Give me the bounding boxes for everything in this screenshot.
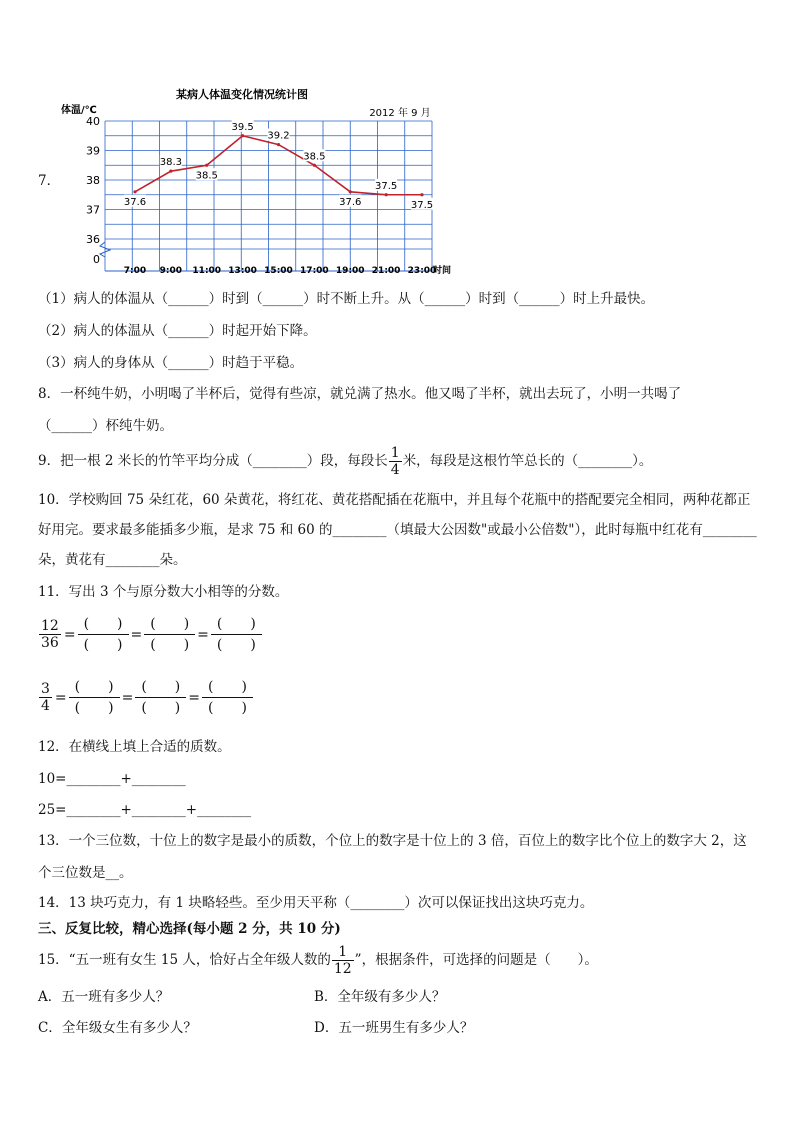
equals-sign: = (197, 626, 209, 643)
y-tick-label: 37 (86, 203, 100, 217)
question-7-sub-2: （2）病人的体温从（______）时起开始下降。 (38, 323, 317, 339)
chart-y-ticks (86, 115, 100, 266)
question-7-sub-3: （3）病人的身体从（______）时趋于平稳。 (38, 355, 304, 371)
question-10-line-3: 朵，黄花有________朵。 (38, 552, 187, 568)
question-11-prompt: 11．写出 3 个与原分数大小相等的分数。 (38, 584, 289, 600)
data-point (277, 143, 280, 146)
blank-fraction (202, 677, 253, 718)
chart-x-ticks (124, 266, 437, 276)
blank-numerator: ( ) (141, 679, 181, 695)
option-d: D．五一班男生有多少人？ (314, 1020, 474, 1036)
option-c: C．全年级女生有多少人？ (38, 1020, 197, 1036)
question-13-line-1: 13．一个三位数，十位上的数字是最小的质数，个位上的数字是十位上的 3 倍，百位上的数字比个位上的数字大 2，这 (38, 833, 747, 849)
fraction-numerator: 1 (390, 445, 400, 461)
blank-fraction (144, 614, 195, 655)
question-10-line-2: 好用完。要求最多能插多少瓶，是求 75 和 60 的________（填最大公因数"或最小公倍数"），此时每瓶中红花有________ (38, 522, 757, 538)
data-point (349, 190, 352, 193)
x-tick-label: 21:00 (371, 266, 401, 276)
blank-denominator: ( ) (135, 697, 186, 718)
fraction-numerator: 12 (41, 618, 59, 634)
option-a: A．五一班有多少人？ (38, 989, 170, 1005)
question-9-after: 米，每段是这根竹竿总长的（________）。 (402, 453, 653, 469)
blank-numerator: ( ) (74, 679, 114, 695)
fraction-one-quarter (389, 445, 402, 478)
data-point (205, 164, 208, 167)
data-label: 39.2 (267, 130, 290, 142)
data-point (133, 190, 136, 193)
y-tick-label: 38 (86, 174, 100, 187)
equals-sign: = (63, 626, 76, 643)
question-15-after: ”，根据条件，可选择的问题是（ ）。 (354, 952, 598, 968)
question-12-line-1: 10=________+________ (38, 771, 186, 787)
option-b: B．全年级有多少人？ (314, 989, 446, 1005)
x-tick-label: 11:00 (192, 266, 222, 276)
chart-xlabel: 时间 (433, 266, 452, 276)
question-12-line-2: 25=________+________+________ (38, 802, 252, 818)
blank-denominator: ( ) (78, 634, 129, 655)
fraction-equation-row-1 (38, 614, 262, 655)
data-label: 37.5 (410, 199, 434, 211)
equals-sign: = (54, 689, 67, 706)
data-point (313, 164, 316, 167)
blank-denominator: ( ) (144, 634, 195, 655)
fraction-equation-row-2 (38, 677, 253, 718)
question-12-prompt: 12．在横线上填上合适的质数。 (38, 739, 231, 755)
y-tick-label: 36 (86, 233, 100, 246)
fraction-numerator: 1 (338, 944, 348, 960)
question-10-line-1: 10．学校购回 75 朵红花，60 朵黄花，将红花、黄花搭配插在花瓶中，并且每个花瓶中的搭配要完全相同，两种花都正 (38, 492, 751, 508)
blank-numerator: ( ) (83, 616, 123, 632)
x-tick-label: 13:00 (228, 266, 257, 276)
question-7-number: 7． (38, 173, 61, 189)
chart-ylabel: 体温/℃ (61, 105, 97, 116)
data-point (385, 193, 388, 196)
x-tick-label: 7:00 (123, 266, 147, 276)
data-label: 37.6 (339, 196, 362, 208)
data-point (169, 170, 172, 173)
temperature-line-chart (58, 84, 458, 284)
y-tick-label: 40 (86, 115, 100, 128)
question-13-line-2: 个三位数是__。 (38, 865, 133, 881)
blank-numerator: ( ) (216, 616, 256, 632)
fraction-denominator: 36 (41, 635, 59, 651)
data-label: 38.3 (159, 157, 183, 169)
question-9-before: 9．把一根 2 米长的竹竿平均分成（________）段，每段长 (38, 453, 388, 469)
chart-subtitle: 2012 年 9 月 (369, 108, 431, 119)
blank-numerator: ( ) (150, 616, 190, 632)
blank-denominator: ( ) (211, 634, 262, 655)
question-15-before: 15．“五一班有女生 15 人，恰好占全年级人数的 (38, 952, 331, 968)
x-tick-label: 9:00 (159, 266, 183, 276)
fraction-3-4 (39, 681, 52, 714)
blank-fraction (78, 614, 129, 655)
fraction-12-36 (39, 618, 61, 651)
blank-fraction (211, 614, 262, 655)
question-15 (38, 941, 598, 979)
question-7-sub-1: （1）病人的体温从（______）时到（______）时不断上升。从（______）时到（______）时上升最快。 (38, 291, 655, 307)
data-label: 38.5 (303, 151, 326, 163)
data-label: 37.5 (374, 180, 398, 192)
fraction-denominator: 4 (390, 462, 400, 478)
data-point (241, 134, 244, 137)
blank-fraction (135, 677, 186, 718)
x-tick-label: 23:00 (407, 266, 437, 276)
blank-fraction (69, 677, 120, 718)
blank-denominator: ( ) (202, 697, 253, 718)
data-label: 39.5 (231, 121, 254, 133)
fraction-denominator: 4 (41, 698, 50, 714)
fraction-numerator: 3 (41, 681, 50, 697)
data-label: 37.6 (123, 196, 147, 208)
chart-title: 某病人体温变化情况统计图 (176, 88, 308, 101)
question-9 (38, 443, 652, 479)
y-tick-label: 39 (86, 144, 100, 158)
data-point (420, 193, 423, 196)
equals-sign: = (188, 689, 200, 706)
question-14: 14．13 块巧克力，有 1 块略轻些。至少用天平称（________）次可以保证找出这块巧克力。 (38, 895, 594, 911)
question-8-line-1: 8．一杯纯牛奶，小明喝了半杯后，觉得有些凉，就兑满了热水。他又喝了半杯，就出去玩了，小明一共喝了 (38, 386, 682, 402)
blank-numerator: ( ) (208, 679, 247, 695)
x-tick-label: 17:00 (300, 266, 329, 276)
x-tick-label: 19:00 (335, 266, 365, 276)
question-8-line-2: （______）杯纯牛奶。 (38, 418, 173, 434)
blank-denominator: ( ) (69, 697, 120, 718)
equals-sign: = (121, 689, 134, 706)
fraction-one-twelfth (332, 944, 354, 977)
equals-sign: = (130, 626, 143, 643)
y-tick-label: 0 (93, 253, 100, 266)
section-3-title: 三、反复比较，精心选择(每小题 2 分，共 10 分) (38, 921, 341, 937)
x-tick-label: 15:00 (264, 266, 293, 276)
data-label: 38.5 (195, 170, 218, 182)
chart-grid (100, 121, 432, 271)
fraction-denominator: 12 (333, 961, 352, 977)
